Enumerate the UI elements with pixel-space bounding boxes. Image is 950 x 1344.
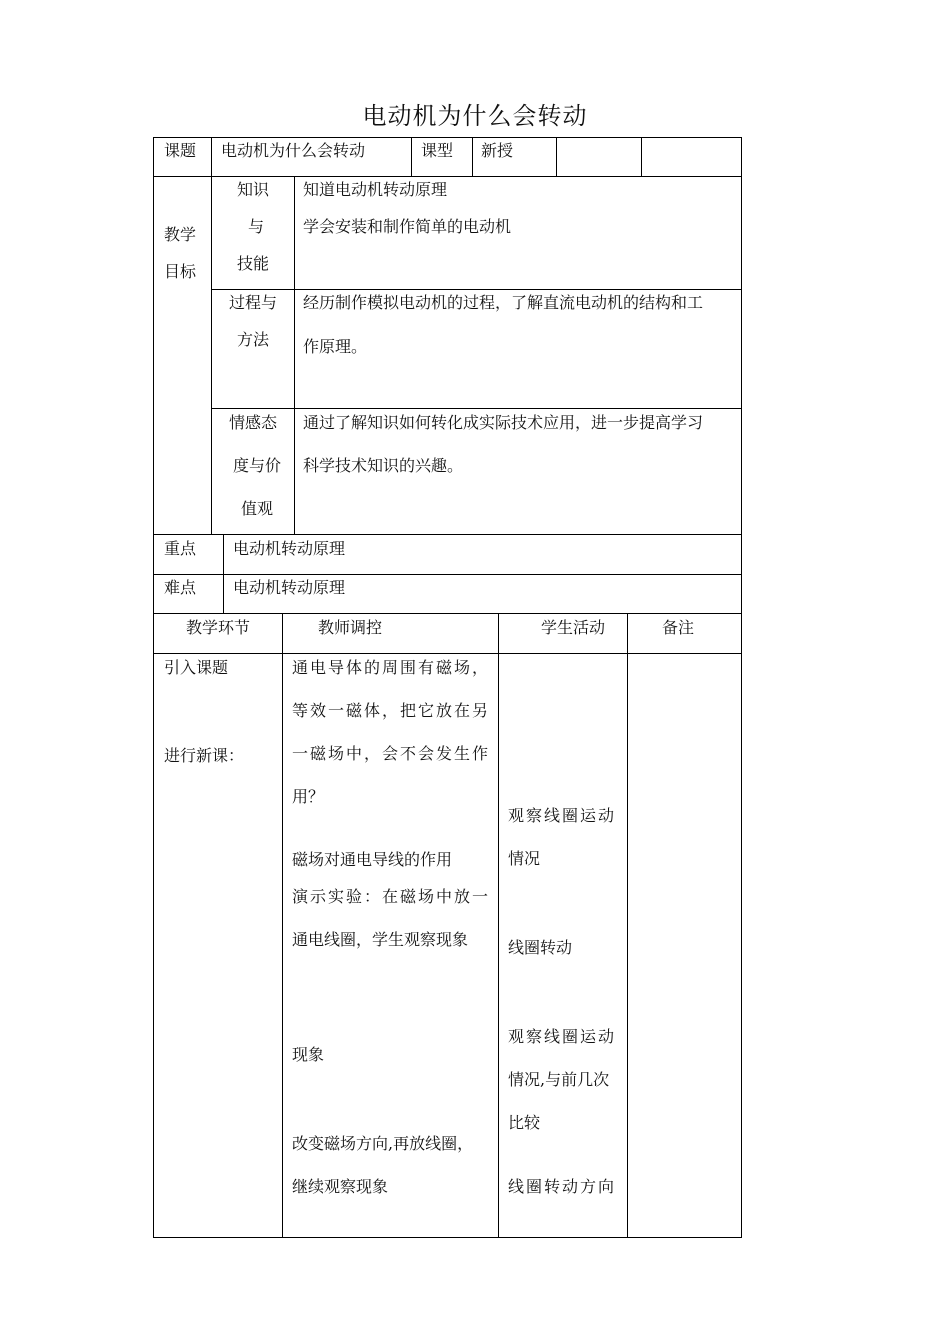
- table-line: [153, 137, 154, 1238]
- subject-value: 电动机为什么会转动: [221, 141, 366, 160]
- student-text: 情况: [508, 849, 541, 868]
- knowledge-content: 知道电动机转动原理: [303, 180, 448, 199]
- student-text: 线圈转动方向: [508, 1177, 617, 1196]
- difficulty-label: 难点: [164, 578, 197, 597]
- table-line: [153, 653, 742, 654]
- table-line: [211, 289, 742, 290]
- header-notes: 备注: [662, 618, 695, 637]
- emotion-label: 情感态: [228, 413, 277, 432]
- table-line: [153, 574, 742, 575]
- table-line: [282, 613, 283, 1237]
- knowledge-content: 学会安装和制作简单的电动机: [303, 217, 512, 236]
- emotion-label: 值观: [240, 499, 273, 518]
- table-line: [153, 534, 742, 535]
- header-student: 学生活动: [541, 618, 606, 637]
- table-line: [641, 137, 642, 176]
- process-content: 作原理。: [303, 337, 368, 356]
- key-point-value: 电动机转动原理: [233, 539, 346, 558]
- teacher-text: 通电导体的周围有磁场，: [292, 658, 491, 677]
- knowledge-label: 技能: [236, 254, 269, 273]
- stage-new-lesson: 进行新课：: [164, 746, 245, 765]
- table-line: [223, 534, 224, 613]
- table-line: [627, 613, 628, 1237]
- difficulty-value: 电动机转动原理: [233, 578, 346, 597]
- process-content: 经历制作模拟电动机的过程，了解直流电动机的结构和工: [303, 293, 704, 312]
- header-teacher: 教师调控: [318, 618, 383, 637]
- table-line: [153, 137, 742, 138]
- knowledge-label: 知识: [236, 180, 269, 199]
- subject-label: 课题: [164, 141, 197, 160]
- lesson-type-label: 课型: [421, 141, 454, 160]
- teacher-text: 继续观察现象: [292, 1177, 389, 1196]
- table-line: [153, 176, 742, 177]
- stage-intro: 引入课题: [164, 658, 229, 677]
- emotion-content: 科学技术知识的兴趣。: [303, 456, 464, 475]
- teacher-text: 一磁场中，会不会发生作: [292, 744, 491, 763]
- emotion-label: 度与价: [232, 456, 281, 475]
- process-label: 方法: [236, 330, 269, 349]
- teacher-text: 等效一磁体，把它放在另: [292, 701, 491, 720]
- student-text: 比较: [508, 1113, 541, 1132]
- teacher-text: 用？: [292, 787, 325, 806]
- goals-label: 教学: [164, 225, 197, 244]
- table-line: [153, 1237, 742, 1238]
- student-text: 观察线圈运动: [508, 806, 617, 825]
- table-line: [211, 408, 742, 409]
- table-line: [411, 137, 412, 176]
- knowledge-label: 与: [247, 217, 264, 236]
- student-text: 观察线圈运动: [508, 1027, 617, 1046]
- page-title: 电动机为什么会转动: [362, 102, 588, 130]
- table-line: [472, 137, 473, 176]
- teacher-text: 通电线圈，学生观察现象: [292, 930, 469, 949]
- lesson-type-value: 新授: [481, 141, 514, 160]
- key-point-label: 重点: [164, 539, 197, 558]
- table-line: [741, 137, 742, 1238]
- teacher-text: 演示实验：在磁场中放一: [292, 887, 491, 906]
- table-line: [498, 613, 499, 1237]
- teacher-text: 改变磁场方向,再放线圈，: [292, 1134, 474, 1153]
- table-line: [211, 137, 212, 176]
- table-line: [153, 613, 742, 614]
- header-stage: 教学环节: [185, 618, 250, 637]
- student-text: 线圈转动: [508, 938, 573, 957]
- goals-label: 目标: [164, 262, 197, 281]
- process-label: 过程与: [228, 293, 277, 312]
- teacher-text: 现象: [292, 1045, 325, 1064]
- teacher-text: 磁场对通电导线的作用: [292, 850, 453, 869]
- student-text: 情况,与前几次: [508, 1070, 610, 1089]
- table-line: [556, 137, 557, 176]
- emotion-content: 通过了解知识如何转化成实际技术应用，进一步提高学习: [303, 413, 704, 432]
